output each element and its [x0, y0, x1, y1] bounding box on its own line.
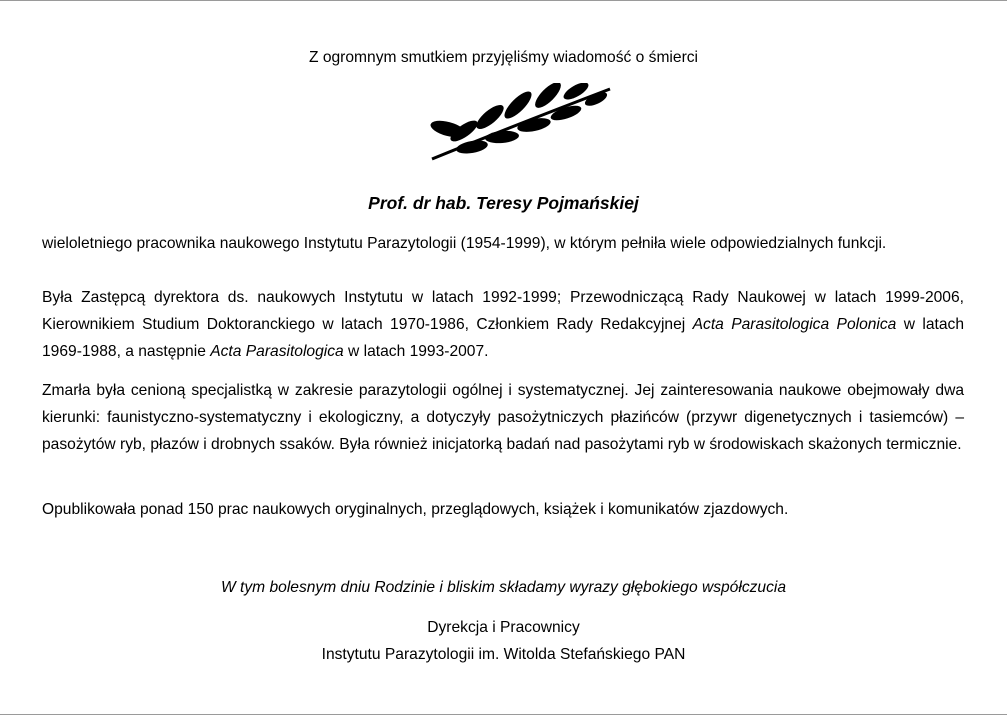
journal-title-2: Acta Parasitologica — [210, 343, 344, 360]
paragraph-career: wieloletniego pracownika naukowego Instytutu Parazytologii (1954-1999), w którym pełniła wiele odpowiedzialnych funkcji. — [42, 235, 887, 252]
laurel-sprig-icon — [426, 83, 614, 163]
condolence-text: W tym bolesnym dniu Rodzinie i bliskim składamy wyrazy głębokiego współczucia — [220, 579, 787, 596]
paragraph-positions — [42, 284, 964, 365]
signature-line-2: Instytutu Parazytologii im. Witolda Stefańskiego PAN — [321, 646, 686, 663]
journal-title-1: Acta Parasitologica Polonica — [692, 316, 897, 333]
paragraph-publications: Opublikowała ponad 150 prac naukowych oryginalnych, przeglądowych, książek i komunikatów zjazdowych. — [42, 501, 789, 518]
intro-text: Z ogromnym smutkiem przyjęliśmy wiadomość o śmierci — [308, 49, 699, 66]
paragraph-research: Zmarła była cenioną specjalistką w zakresie parazytologii ogólnej i systematycznej. Jej zainteresowania naukowe obejmowały dwa kierunki: faunistyczno-systematyczny i ekologiczny, a dotyczyły pasożytniczych płazińców (przywr digenetycznych i tasiemców) – pasożytów ryb, płazów i drobnych ssaków. Była również inicjatorką badań nad pasożytami ryb w środowiskach skażonych termicznie. — [42, 382, 964, 453]
deceased-name: Prof. dr hab. Teresy Pojmańskiej — [368, 193, 639, 213]
signature-line-1: Dyrekcja i Pracownicy — [427, 619, 580, 636]
positions-text-b: w latach 1969-1988, a następnie — [42, 316, 964, 360]
positions-text-c: w latach 1993-2007. — [343, 343, 489, 360]
positions-text-a: Była Zastępcą dyrektora ds. naukowych Instytutu w latach 1992-1999; Przewodniczącą Rady Naukowej w latach 1999-2006, Kierownikiem Studium Doktoranckiego w latach 1970-1986, Członkiem Rady Redakcyjnej — [42, 289, 964, 333]
